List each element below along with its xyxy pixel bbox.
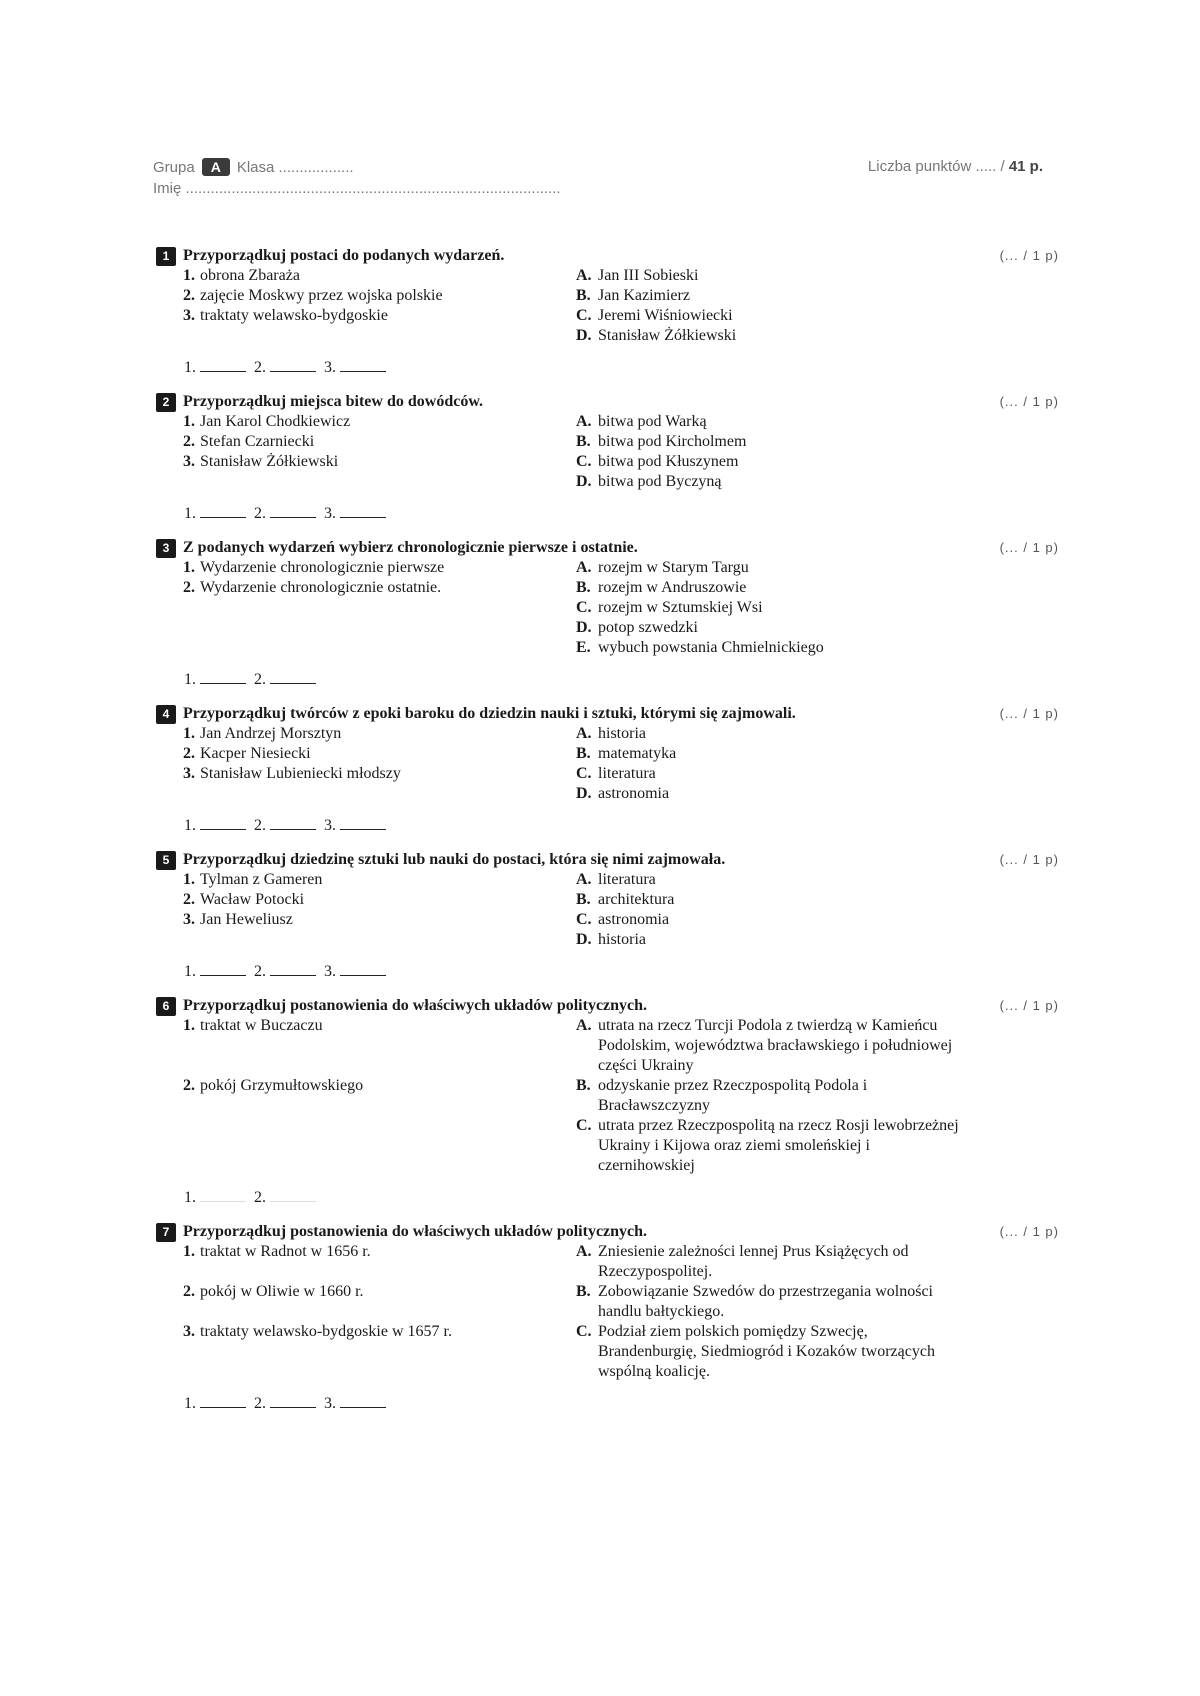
answer-line: 1. 2. 3. xyxy=(156,1394,1056,1414)
task-3 xyxy=(156,538,1059,690)
answer-blank[interactable] xyxy=(200,1407,246,1408)
task-points: (... / 1 p) xyxy=(999,998,1059,1013)
left-item: 1. traktat w Buczaczu xyxy=(183,1017,323,1034)
right-item: A. Zniesienie zależności lennej Prus Książęcych od Rzeczypospolitej. xyxy=(576,1243,909,1280)
right-item: C. literatura xyxy=(576,765,656,782)
answer-line: 1. 2. 3. xyxy=(156,816,1056,836)
task-heading xyxy=(156,704,1059,724)
answer-blank[interactable] xyxy=(270,517,316,518)
left-item: 3. traktaty welawsko-bydgoskie xyxy=(183,307,388,324)
task-points: (... / 1 p) xyxy=(999,248,1059,263)
left-item: 1. Jan Andrzej Morsztyn xyxy=(183,725,342,742)
task-1 xyxy=(156,246,1059,378)
left-item: 1. Jan Karol Chodkiewicz xyxy=(183,413,351,430)
right-item: D. Stanisław Żółkiewski xyxy=(576,327,737,344)
task-number-badge: 7 xyxy=(156,1223,176,1242)
task-6 xyxy=(156,996,1059,1208)
task-number-badge: 4 xyxy=(156,705,176,724)
task-heading xyxy=(156,1222,1059,1242)
task-7 xyxy=(156,1222,1059,1414)
right-item: A. rozejm w Starym Targu xyxy=(576,559,749,576)
points-total: 41 p. xyxy=(1008,158,1043,175)
left-item: 1. Tylman z Gameren xyxy=(183,871,323,888)
answer-blank[interactable] xyxy=(270,371,316,372)
right-item: A. bitwa pod Warką xyxy=(576,413,707,430)
answer-line: 1. 2. 3. xyxy=(156,358,1056,378)
right-item: A. Jan III Sobieski xyxy=(576,267,699,284)
answer-line: 1. 2. 3. xyxy=(156,504,1056,524)
task-list xyxy=(156,246,1059,1428)
left-item: 3. Stanisław Lubieniecki młodszy xyxy=(183,765,401,782)
left-item: 3. traktaty welawsko-bydgoskie w 1657 r. xyxy=(183,1323,452,1340)
task-points: (... / 1 p) xyxy=(999,706,1059,721)
left-item: 2. pokój w Oliwie w 1660 r. xyxy=(183,1283,364,1300)
task-title: Z podanych wydarzeń wybierz chronologicznie pierwsze i ostatnie. xyxy=(183,539,638,556)
group-badge: A xyxy=(202,158,230,176)
group-label: Grupa xyxy=(153,159,195,176)
right-item: B. Jan Kazimierz xyxy=(576,287,690,304)
right-item: E. wybuch powstania Chmielnickiego xyxy=(576,639,824,656)
answer-blank[interactable] xyxy=(270,683,316,684)
answer-blank[interactable] xyxy=(200,1201,246,1202)
task-title: Przyporządkuj dziedzinę sztuki lub nauki do postaci, która się nimi zajmowała. xyxy=(183,851,726,868)
right-item: B. matematyka xyxy=(576,745,677,762)
task-2 xyxy=(156,392,1059,524)
answer-blank[interactable] xyxy=(270,1201,316,1202)
answer-line: 1. 2. xyxy=(156,670,1056,690)
task-number-badge: 2 xyxy=(156,393,176,412)
left-item: 2. zajęcie Moskwy przez wojska polskie xyxy=(183,287,443,304)
right-item: C. utrata przez Rzeczpospolitą na rzecz Rosji lewobrzeżnej Ukrainy i Kijowa oraz ziemi smoleńskiej i czernihowskiej xyxy=(576,1117,959,1174)
answer-blank[interactable] xyxy=(340,371,386,372)
left-item: 2. Wydarzenie chronologicznie ostatnie. xyxy=(183,579,442,596)
answer-blank[interactable] xyxy=(340,975,386,976)
task-number-badge: 6 xyxy=(156,997,176,1016)
left-item: 2. Stefan Czarniecki xyxy=(183,433,315,450)
task-title: Przyporządkuj postanowienia do właściwych układów politycznych. xyxy=(183,1223,648,1240)
answer-blank[interactable] xyxy=(200,371,246,372)
left-item: 1. traktat w Radnot w 1656 r. xyxy=(183,1243,371,1260)
right-item: D. astronomia xyxy=(576,785,670,802)
task-title: Przyporządkuj postanowienia do właściwych układów politycznych. xyxy=(183,997,648,1014)
left-item: 3. Stanisław Żółkiewski xyxy=(183,453,339,470)
answer-blank[interactable] xyxy=(200,975,246,976)
right-item: B. architektura xyxy=(576,891,675,908)
answer-blank[interactable] xyxy=(340,517,386,518)
answer-blank[interactable] xyxy=(200,683,246,684)
task-heading xyxy=(156,538,1059,558)
task-number-badge: 3 xyxy=(156,539,176,558)
right-item: A. historia xyxy=(576,725,646,742)
task-number-badge: 5 xyxy=(156,851,176,870)
right-item: C. astronomia xyxy=(576,911,670,928)
answer-blank[interactable] xyxy=(340,1407,386,1408)
task-title: Przyporządkuj twórców z epoki baroku do dziedzin nauki i sztuki, którymi się zajmowali. xyxy=(183,705,796,722)
right-item: A. literatura xyxy=(576,871,656,888)
right-item: B. odzyskanie przez Rzeczpospolitą Podola i Bracławszczyzny xyxy=(576,1077,868,1114)
left-item: 2. Wacław Potocki xyxy=(183,891,305,908)
left-item: 2. Kacper Niesiecki xyxy=(183,745,311,762)
right-item: B. bitwa pod Kircholmem xyxy=(576,433,747,450)
task-heading xyxy=(156,392,1059,412)
right-item: D. historia xyxy=(576,931,646,948)
right-item: C. Jeremi Wiśniowiecki xyxy=(576,307,733,324)
right-item: D. potop szwedzki xyxy=(576,619,698,636)
right-item: C. bitwa pod Kłuszynem xyxy=(576,453,739,470)
task-heading xyxy=(156,246,1059,266)
answer-blank[interactable] xyxy=(270,829,316,830)
right-item: D. bitwa pod Byczyną xyxy=(576,473,722,490)
right-item: B. rozejm w Andruszowie xyxy=(576,579,747,596)
left-item: 1. Wydarzenie chronologicznie pierwsze xyxy=(183,559,445,576)
answer-line: 1. 2. 3. xyxy=(156,962,1056,982)
task-points: (... / 1 p) xyxy=(999,852,1059,867)
task-number-badge: 1 xyxy=(156,247,176,266)
task-points: (... / 1 p) xyxy=(999,1224,1059,1239)
points-label: Liczba punktów ..... / xyxy=(867,158,1005,175)
answer-blank[interactable] xyxy=(340,829,386,830)
left-item: 3. Jan Heweliusz xyxy=(183,911,293,928)
right-item: C. Podział ziem polskich pomiędzy Szwecję, Brandenburgię, Siedmiogród i Kozaków tworzących wspólną koalicję. xyxy=(576,1323,935,1380)
worksheet-header xyxy=(153,158,1043,202)
answer-blank[interactable] xyxy=(270,1407,316,1408)
task-points: (... / 1 p) xyxy=(999,394,1059,409)
task-points: (... / 1 p) xyxy=(999,540,1059,555)
task-title: Przyporządkuj miejsca bitew do dowódców. xyxy=(183,393,483,410)
task-heading xyxy=(156,850,1059,870)
name-field[interactable]: Imię .......................................................................................... xyxy=(153,180,561,197)
answer-blank[interactable] xyxy=(270,975,316,976)
answer-line: 1. 2. xyxy=(156,1188,1056,1208)
task-4 xyxy=(156,704,1059,836)
right-item: C. rozejm w Sztumskiej Wsi xyxy=(576,599,763,616)
task-5 xyxy=(156,850,1059,982)
left-item: 1. obrona Zbaraża xyxy=(183,267,300,284)
left-item: 2. pokój Grzymułtowskiego xyxy=(183,1077,364,1094)
right-item: B. Zobowiązanie Szwedów do przestrzegania wolności handlu bałtyckiego. xyxy=(576,1283,933,1320)
answer-blank[interactable] xyxy=(200,829,246,830)
right-item: A. utrata na rzecz Turcji Podola z twierdzą w Kamieńcu Podolskim, województwa bracławskiego i południowej części Ukrainy xyxy=(576,1017,953,1074)
answer-blank[interactable] xyxy=(200,517,246,518)
task-title: Przyporządkuj postaci do podanych wydarzeń. xyxy=(183,247,505,264)
class-field[interactable]: Klasa .................. xyxy=(236,159,354,176)
task-heading xyxy=(156,996,1059,1016)
